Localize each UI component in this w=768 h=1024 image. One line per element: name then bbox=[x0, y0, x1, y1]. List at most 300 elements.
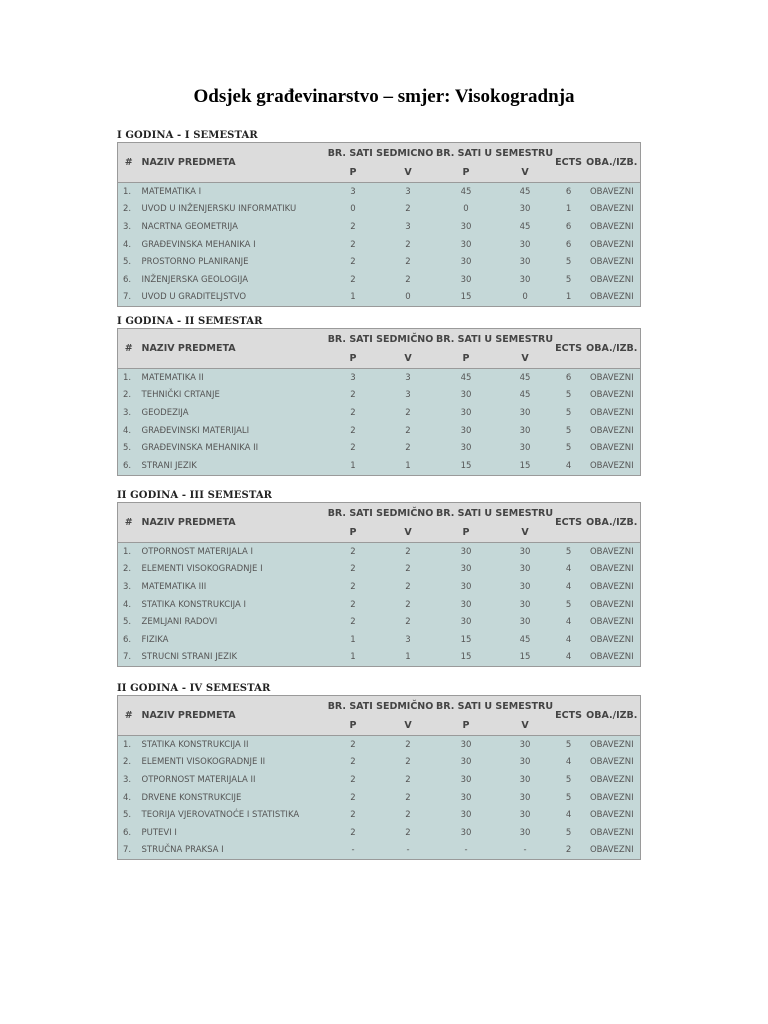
semester-v: 30 bbox=[497, 236, 554, 254]
ects-value: 6 bbox=[554, 369, 584, 387]
table-header bbox=[118, 143, 641, 183]
weekly-v: 2 bbox=[381, 824, 436, 842]
header-ects: ECTS bbox=[554, 696, 584, 736]
semester-p: 30 bbox=[436, 236, 497, 254]
row-number: 6. bbox=[118, 271, 140, 289]
semester-label: II GODINA - III SEMESTAR bbox=[117, 490, 273, 501]
ects-value: 5 bbox=[554, 771, 584, 789]
row-number: 3. bbox=[118, 771, 140, 789]
curriculum-table bbox=[117, 328, 641, 476]
weekly-p: 3 bbox=[326, 183, 381, 201]
weekly-v: 2 bbox=[381, 596, 436, 614]
header-subject-name: NAZIV PREDMETA bbox=[140, 329, 326, 369]
subject-name: PROSTORNO PLANIRANJE bbox=[140, 253, 326, 271]
semester-v: - bbox=[497, 842, 554, 860]
obligatory-status: OBAVEZNI bbox=[584, 613, 641, 631]
semester-p: 30 bbox=[436, 736, 497, 754]
semester-v: 45 bbox=[497, 369, 554, 387]
semester-p: 30 bbox=[436, 806, 497, 824]
subject-name: FIZIKA bbox=[140, 631, 326, 649]
subject-name: MATEMATIKA III bbox=[140, 578, 326, 596]
header-ects: ECTS bbox=[554, 329, 584, 369]
header-obligatory: OBA./IZB. bbox=[584, 696, 641, 736]
header-weekly-hours: BR. SATI SEDMIČNO bbox=[326, 696, 436, 717]
obligatory-status: OBAVEZNI bbox=[584, 806, 641, 824]
semester-v: 45 bbox=[497, 218, 554, 236]
table-row bbox=[118, 736, 641, 754]
semester-v: 30 bbox=[497, 596, 554, 614]
obligatory-status: OBAVEZNI bbox=[584, 649, 641, 667]
subject-name: MATEMATIKA II bbox=[140, 369, 326, 387]
weekly-p: 2 bbox=[326, 736, 381, 754]
subject-name: STRUCNI STRANI JEZIK bbox=[140, 649, 326, 667]
table-row bbox=[118, 183, 641, 201]
semester-label: I GODINA - II SEMESTAR bbox=[117, 316, 263, 327]
obligatory-status: OBAVEZNI bbox=[584, 439, 641, 457]
curriculum-table bbox=[117, 695, 641, 860]
subject-name: STATIKA KONSTRUKCIJA II bbox=[140, 736, 326, 754]
weekly-v: 3 bbox=[381, 369, 436, 387]
semester-v: 30 bbox=[497, 271, 554, 289]
row-number: 2. bbox=[118, 201, 140, 219]
semester-v: 30 bbox=[497, 736, 554, 754]
row-number: 5. bbox=[118, 253, 140, 271]
semester-p: 15 bbox=[436, 289, 497, 307]
ects-value: 4 bbox=[554, 649, 584, 667]
curriculum-table bbox=[117, 502, 641, 667]
weekly-p: 2 bbox=[326, 613, 381, 631]
semester-v: 30 bbox=[497, 201, 554, 219]
ects-value: 4 bbox=[554, 561, 584, 579]
ects-value: 5 bbox=[554, 404, 584, 422]
weekly-v: 1 bbox=[381, 457, 436, 475]
table-row bbox=[118, 404, 641, 422]
table-header bbox=[118, 329, 641, 369]
weekly-v: 2 bbox=[381, 404, 436, 422]
header-number: # bbox=[118, 329, 140, 369]
header-weekly-v: V bbox=[381, 349, 436, 369]
table-body bbox=[118, 183, 641, 307]
semester-v: 30 bbox=[497, 422, 554, 440]
table-row bbox=[118, 201, 641, 219]
subject-name: GRAĐEVINSKA MEHANIKA I bbox=[140, 236, 326, 254]
weekly-p: 2 bbox=[326, 218, 381, 236]
semester-v: 30 bbox=[497, 754, 554, 772]
weekly-v: 2 bbox=[381, 422, 436, 440]
header-weekly-hours: BR. SATI SEDMIČNO bbox=[326, 503, 436, 524]
row-number: 6. bbox=[118, 457, 140, 475]
weekly-p: 2 bbox=[326, 236, 381, 254]
semester-label: II GODINA - IV SEMESTAR bbox=[117, 683, 271, 694]
semester-p: 30 bbox=[436, 387, 497, 405]
obligatory-status: OBAVEZNI bbox=[584, 183, 641, 201]
semester-v: 45 bbox=[497, 387, 554, 405]
semester-p: 30 bbox=[436, 218, 497, 236]
ects-value: 6 bbox=[554, 183, 584, 201]
weekly-v: 2 bbox=[381, 561, 436, 579]
row-number: 7. bbox=[118, 649, 140, 667]
semester-p: 30 bbox=[436, 824, 497, 842]
weekly-v: 3 bbox=[381, 631, 436, 649]
semester-p: 30 bbox=[436, 789, 497, 807]
table-row bbox=[118, 631, 641, 649]
row-number: 7. bbox=[118, 842, 140, 860]
ects-value: 5 bbox=[554, 422, 584, 440]
header-weekly-p: P bbox=[326, 716, 381, 736]
ects-value: 4 bbox=[554, 613, 584, 631]
header-obligatory: OBA./IZB. bbox=[584, 143, 641, 183]
semester-p: 30 bbox=[436, 422, 497, 440]
weekly-v: 2 bbox=[381, 613, 436, 631]
row-number: 3. bbox=[118, 578, 140, 596]
table-row bbox=[118, 649, 641, 667]
table-header bbox=[118, 696, 641, 736]
subject-name: ELEMENTI VISOKOGRADNJE II bbox=[140, 754, 326, 772]
weekly-p: 0 bbox=[326, 201, 381, 219]
table-row bbox=[118, 771, 641, 789]
weekly-p: 2 bbox=[326, 596, 381, 614]
subject-name: MATEMATIKA I bbox=[140, 183, 326, 201]
table-row bbox=[118, 369, 641, 387]
semester-v: 15 bbox=[497, 649, 554, 667]
semester-p: 30 bbox=[436, 439, 497, 457]
header-semester-p: P bbox=[436, 523, 497, 543]
table-row bbox=[118, 457, 641, 475]
table-body bbox=[118, 736, 641, 860]
subject-name: ZEMLJANI RADOVI bbox=[140, 613, 326, 631]
semester-v: 30 bbox=[497, 789, 554, 807]
semester-p: 30 bbox=[436, 404, 497, 422]
table-row bbox=[118, 596, 641, 614]
weekly-v: 2 bbox=[381, 789, 436, 807]
semester-p: 0 bbox=[436, 201, 497, 219]
semester-v: 0 bbox=[497, 289, 554, 307]
ects-value: 5 bbox=[554, 596, 584, 614]
weekly-v: 3 bbox=[381, 183, 436, 201]
row-number: 6. bbox=[118, 631, 140, 649]
header-semester-v: V bbox=[497, 163, 554, 183]
subject-name: UVOD U INŽENJERSKU INFORMATIKU bbox=[140, 201, 326, 219]
header-row bbox=[118, 503, 641, 524]
table-row bbox=[118, 789, 641, 807]
table-row bbox=[118, 253, 641, 271]
row-number: 1. bbox=[118, 543, 140, 561]
semester-p: 15 bbox=[436, 457, 497, 475]
header-weekly-p: P bbox=[326, 163, 381, 183]
semester-v: 30 bbox=[497, 439, 554, 457]
semester-p: 30 bbox=[436, 578, 497, 596]
table-row bbox=[118, 578, 641, 596]
header-semester-hours: BR. SATI U SEMESTRU bbox=[436, 503, 554, 524]
obligatory-status: OBAVEZNI bbox=[584, 457, 641, 475]
table-row bbox=[118, 422, 641, 440]
obligatory-status: OBAVEZNI bbox=[584, 824, 641, 842]
obligatory-status: OBAVEZNI bbox=[584, 289, 641, 307]
ects-value: 4 bbox=[554, 806, 584, 824]
weekly-v: 3 bbox=[381, 387, 436, 405]
semester-block bbox=[117, 683, 640, 860]
semester-p: 30 bbox=[436, 253, 497, 271]
semester-p: - bbox=[436, 842, 497, 860]
semester-block bbox=[117, 490, 640, 667]
weekly-v: 2 bbox=[381, 806, 436, 824]
semester-p: 30 bbox=[436, 613, 497, 631]
table-row bbox=[118, 842, 641, 860]
row-number: 2. bbox=[118, 754, 140, 772]
subject-name: DRVENE KONSTRUKCIJE bbox=[140, 789, 326, 807]
semester-label: I GODINA - I SEMESTAR bbox=[117, 130, 258, 141]
semester-v: 45 bbox=[497, 631, 554, 649]
row-number: 5. bbox=[118, 613, 140, 631]
ects-value: 5 bbox=[554, 789, 584, 807]
weekly-v: 2 bbox=[381, 439, 436, 457]
row-number: 5. bbox=[118, 439, 140, 457]
header-semester-p: P bbox=[436, 163, 497, 183]
header-weekly-p: P bbox=[326, 349, 381, 369]
weekly-p: 2 bbox=[326, 771, 381, 789]
semester-v: 45 bbox=[497, 183, 554, 201]
weekly-p: 2 bbox=[326, 387, 381, 405]
semester-v: 30 bbox=[497, 806, 554, 824]
obligatory-status: OBAVEZNI bbox=[584, 218, 641, 236]
row-number: 1. bbox=[118, 736, 140, 754]
header-semester-p: P bbox=[436, 349, 497, 369]
ects-value: 4 bbox=[554, 457, 584, 475]
header-semester-hours: BR. SATI U SEMESTRU bbox=[436, 143, 554, 164]
subject-name: INŽENJERSKA GEOLOGIJA bbox=[140, 271, 326, 289]
obligatory-status: OBAVEZNI bbox=[584, 369, 641, 387]
semester-v: 15 bbox=[497, 457, 554, 475]
weekly-v: 2 bbox=[381, 754, 436, 772]
weekly-p: 2 bbox=[326, 806, 381, 824]
subject-name: UVOD U GRADITELJSTVO bbox=[140, 289, 326, 307]
ects-value: 4 bbox=[554, 754, 584, 772]
weekly-p: 3 bbox=[326, 369, 381, 387]
subject-name: TEORIJA VJEROVATNOĆE I STATISTIKA bbox=[140, 806, 326, 824]
header-semester-hours: BR. SATI U SEMESTRU bbox=[436, 696, 554, 717]
header-semester-v: V bbox=[497, 349, 554, 369]
subject-name: STRUČNA PRAKSA I bbox=[140, 842, 326, 860]
row-number: 3. bbox=[118, 218, 140, 236]
header-weekly-hours: BR. SATI SEDMIČNO bbox=[326, 329, 436, 350]
ects-value: 5 bbox=[554, 439, 584, 457]
ects-value: 6 bbox=[554, 236, 584, 254]
weekly-p: 2 bbox=[326, 754, 381, 772]
weekly-p: 2 bbox=[326, 561, 381, 579]
obligatory-status: OBAVEZNI bbox=[584, 201, 641, 219]
ects-value: 5 bbox=[554, 824, 584, 842]
row-number: 4. bbox=[118, 422, 140, 440]
table-row bbox=[118, 387, 641, 405]
obligatory-status: OBAVEZNI bbox=[584, 236, 641, 254]
weekly-v: 1 bbox=[381, 649, 436, 667]
header-semester-v: V bbox=[497, 523, 554, 543]
table-body bbox=[118, 369, 641, 476]
header-number: # bbox=[118, 143, 140, 183]
subject-name: GEODEZIJA bbox=[140, 404, 326, 422]
header-obligatory: OBA./IZB. bbox=[584, 329, 641, 369]
table-body bbox=[118, 543, 641, 667]
weekly-p: 2 bbox=[326, 404, 381, 422]
ects-value: 6 bbox=[554, 218, 584, 236]
table-row bbox=[118, 439, 641, 457]
semester-v: 30 bbox=[497, 771, 554, 789]
ects-value: 5 bbox=[554, 253, 584, 271]
row-number: 1. bbox=[118, 183, 140, 201]
semester-p: 30 bbox=[436, 754, 497, 772]
obligatory-status: OBAVEZNI bbox=[584, 422, 641, 440]
ects-value: 1 bbox=[554, 201, 584, 219]
table-row bbox=[118, 824, 641, 842]
obligatory-status: OBAVEZNI bbox=[584, 404, 641, 422]
table-row bbox=[118, 561, 641, 579]
weekly-v: 2 bbox=[381, 271, 436, 289]
header-row bbox=[118, 696, 641, 717]
subject-name: ELEMENTI VISOKOGRADNJE I bbox=[140, 561, 326, 579]
subject-name: GRAĐEVINSKI MATERIJALI bbox=[140, 422, 326, 440]
header-weekly-v: V bbox=[381, 716, 436, 736]
weekly-p: 2 bbox=[326, 253, 381, 271]
weekly-v: 0 bbox=[381, 289, 436, 307]
header-subject-name: NAZIV PREDMETA bbox=[140, 503, 326, 543]
weekly-p: 2 bbox=[326, 789, 381, 807]
obligatory-status: OBAVEZNI bbox=[584, 561, 641, 579]
ects-value: 4 bbox=[554, 631, 584, 649]
semester-p: 45 bbox=[436, 369, 497, 387]
semester-p: 30 bbox=[436, 271, 497, 289]
row-number: 6. bbox=[118, 824, 140, 842]
row-number: 2. bbox=[118, 561, 140, 579]
subject-name: NACRTNA GEOMETRIJA bbox=[140, 218, 326, 236]
subject-name: PUTEVI I bbox=[140, 824, 326, 842]
table-row bbox=[118, 289, 641, 307]
header-weekly-hours: BR. SATI SEDMICNO bbox=[326, 143, 436, 164]
semester-v: 30 bbox=[497, 404, 554, 422]
row-number: 4. bbox=[118, 596, 140, 614]
semester-p: 45 bbox=[436, 183, 497, 201]
obligatory-status: OBAVEZNI bbox=[584, 789, 641, 807]
semester-block bbox=[117, 316, 640, 476]
weekly-p: 2 bbox=[326, 578, 381, 596]
weekly-p: - bbox=[326, 842, 381, 860]
obligatory-status: OBAVEZNI bbox=[584, 754, 641, 772]
weekly-v: 2 bbox=[381, 736, 436, 754]
obligatory-status: OBAVEZNI bbox=[584, 387, 641, 405]
obligatory-status: OBAVEZNI bbox=[584, 578, 641, 596]
obligatory-status: OBAVEZNI bbox=[584, 736, 641, 754]
subject-name: GRAĐEVINSKA MEHANIKA II bbox=[140, 439, 326, 457]
obligatory-status: OBAVEZNI bbox=[584, 596, 641, 614]
weekly-v: 2 bbox=[381, 253, 436, 271]
table-row bbox=[118, 754, 641, 772]
header-semester-hours: BR. SATI U SEMESTRU bbox=[436, 329, 554, 350]
table-row bbox=[118, 218, 641, 236]
header-subject-name: NAZIV PREDMETA bbox=[140, 696, 326, 736]
subject-name: STATIKA KONSTRUKCIJA I bbox=[140, 596, 326, 614]
weekly-v: - bbox=[381, 842, 436, 860]
table-row bbox=[118, 543, 641, 561]
semester-v: 30 bbox=[497, 578, 554, 596]
row-number: 2. bbox=[118, 387, 140, 405]
semester-p: 30 bbox=[436, 561, 497, 579]
weekly-p: 2 bbox=[326, 824, 381, 842]
row-number: 4. bbox=[118, 236, 140, 254]
table-row bbox=[118, 613, 641, 631]
header-semester-v: V bbox=[497, 716, 554, 736]
header-weekly-v: V bbox=[381, 163, 436, 183]
header-semester-p: P bbox=[436, 716, 497, 736]
table-header bbox=[118, 503, 641, 543]
weekly-v: 2 bbox=[381, 236, 436, 254]
table-row bbox=[118, 236, 641, 254]
weekly-p: 1 bbox=[326, 631, 381, 649]
semester-v: 30 bbox=[497, 613, 554, 631]
subject-name: TEHNIČKI CRTANJE bbox=[140, 387, 326, 405]
curriculum-table bbox=[117, 142, 641, 307]
obligatory-status: OBAVEZNI bbox=[584, 543, 641, 561]
row-number: 7. bbox=[118, 289, 140, 307]
header-row bbox=[118, 329, 641, 350]
semester-v: 30 bbox=[497, 543, 554, 561]
semester-block bbox=[117, 130, 640, 307]
header-weekly-p: P bbox=[326, 523, 381, 543]
table-row bbox=[118, 806, 641, 824]
ects-value: 2 bbox=[554, 842, 584, 860]
obligatory-status: OBAVEZNI bbox=[584, 253, 641, 271]
header-weekly-v: V bbox=[381, 523, 436, 543]
obligatory-status: OBAVEZNI bbox=[584, 842, 641, 860]
obligatory-status: OBAVEZNI bbox=[584, 771, 641, 789]
header-ects: ECTS bbox=[554, 503, 584, 543]
weekly-v: 2 bbox=[381, 543, 436, 561]
ects-value: 5 bbox=[554, 736, 584, 754]
header-ects: ECTS bbox=[554, 143, 584, 183]
weekly-p: 2 bbox=[326, 271, 381, 289]
ects-value: 5 bbox=[554, 543, 584, 561]
row-number: 3. bbox=[118, 404, 140, 422]
obligatory-status: OBAVEZNI bbox=[584, 631, 641, 649]
obligatory-status: OBAVEZNI bbox=[584, 271, 641, 289]
semester-p: 30 bbox=[436, 596, 497, 614]
ects-value: 5 bbox=[554, 271, 584, 289]
weekly-v: 2 bbox=[381, 578, 436, 596]
weekly-p: 2 bbox=[326, 439, 381, 457]
row-number: 4. bbox=[118, 789, 140, 807]
table-row bbox=[118, 271, 641, 289]
row-number: 1. bbox=[118, 369, 140, 387]
semester-v: 30 bbox=[497, 824, 554, 842]
subject-name: STRANI JEZIK bbox=[140, 457, 326, 475]
semester-p: 15 bbox=[436, 649, 497, 667]
weekly-p: 2 bbox=[326, 422, 381, 440]
ects-value: 1 bbox=[554, 289, 584, 307]
weekly-v: 2 bbox=[381, 201, 436, 219]
weekly-p: 1 bbox=[326, 289, 381, 307]
header-subject-name: NAZIV PREDMETA bbox=[140, 143, 326, 183]
semester-v: 30 bbox=[497, 561, 554, 579]
ects-value: 5 bbox=[554, 387, 584, 405]
row-number: 5. bbox=[118, 806, 140, 824]
semester-p: 30 bbox=[436, 771, 497, 789]
page-title: Odsjek građevinarstvo – smjer: Visokogradnja bbox=[193, 86, 575, 107]
header-row bbox=[118, 143, 641, 164]
weekly-p: 1 bbox=[326, 649, 381, 667]
header-number: # bbox=[118, 503, 140, 543]
weekly-v: 2 bbox=[381, 771, 436, 789]
semester-p: 15 bbox=[436, 631, 497, 649]
weekly-p: 2 bbox=[326, 543, 381, 561]
ects-value: 4 bbox=[554, 578, 584, 596]
